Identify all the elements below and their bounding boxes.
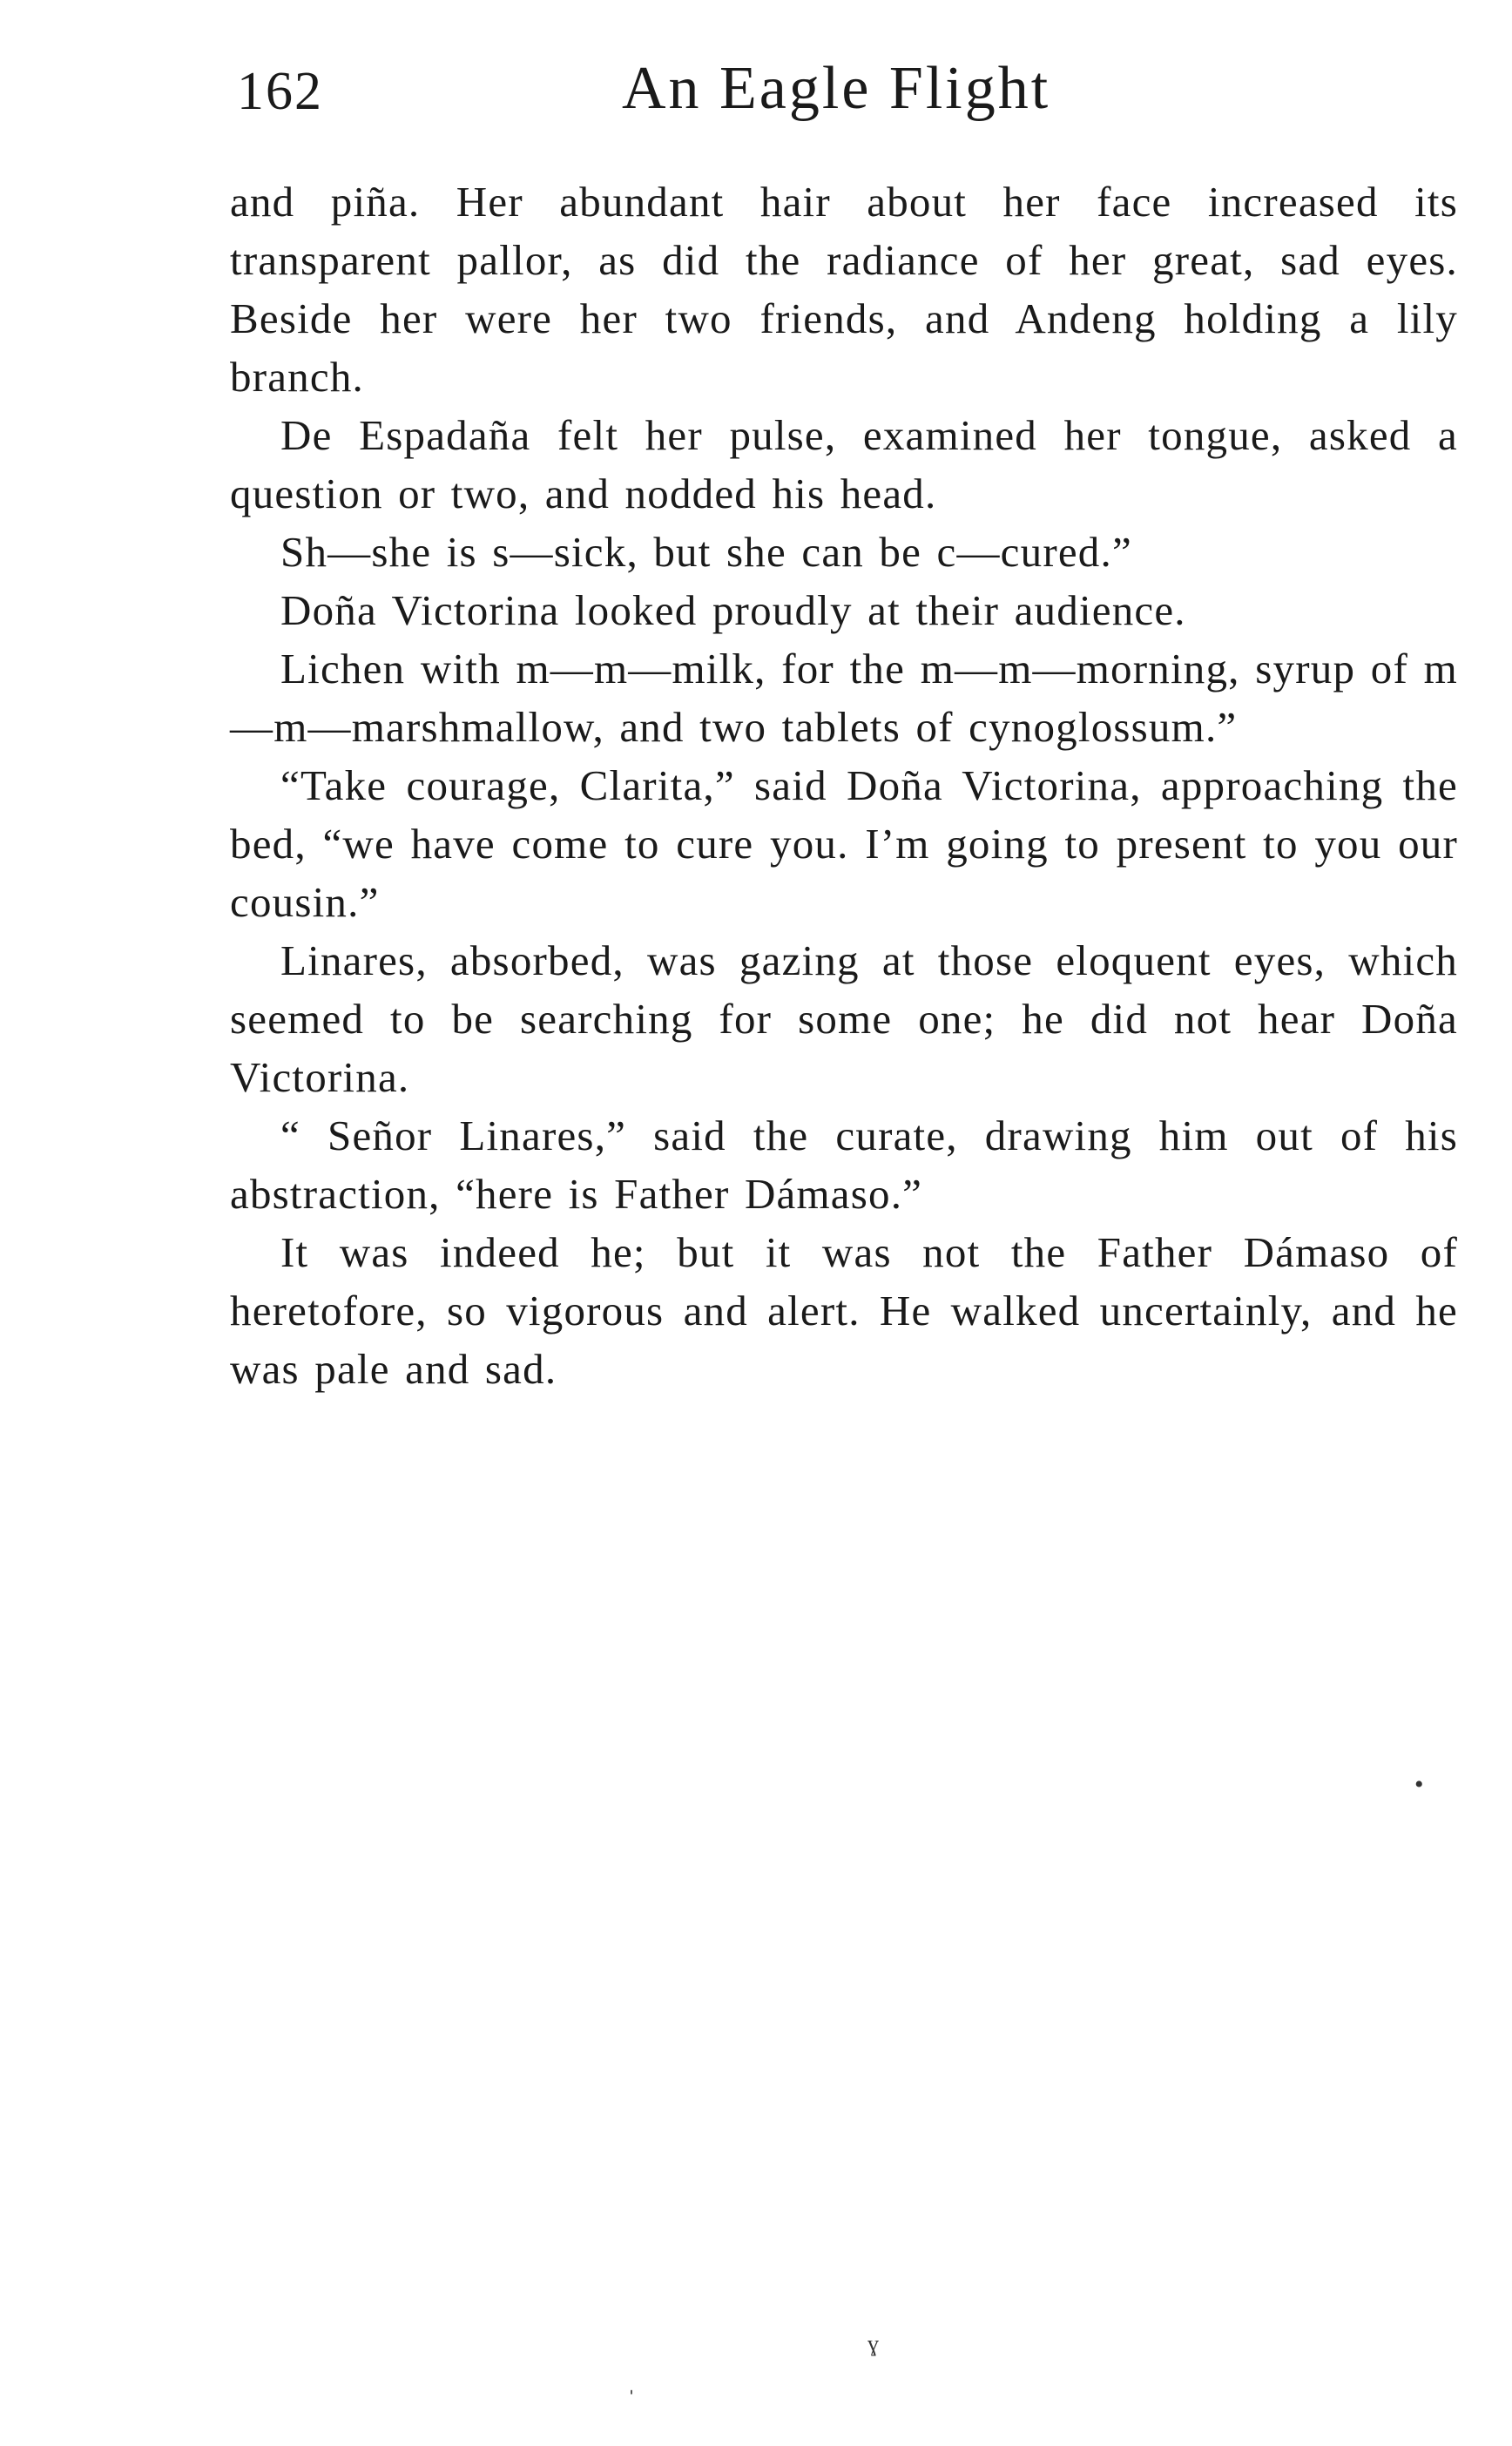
paragraph: Linares, absorbed, was gazing at those eloquent eyes, which seemed to be searching for some one; he did not hear Doña Victorina. bbox=[230, 936, 1458, 1101]
paragraph: Doña Victorina looked proudly at their audience. bbox=[280, 586, 1186, 634]
body-text bbox=[230, 172, 1458, 1398]
paragraph: Sh—she is s—sick, but she can be c—cured.” bbox=[280, 528, 1132, 576]
print-speck: ɣ bbox=[867, 2331, 879, 2356]
paragraph: De Espadaña felt her pulse, examined her tongue, asked a question or two, and nodded his head. bbox=[230, 411, 1458, 517]
paragraph: It was indeed he; but it was not the Father Dámaso of heretofore, so vigorous and alert. He walked uncertainly, and he was pale and sad. bbox=[230, 1228, 1458, 1393]
running-title: An Eagle Flight bbox=[622, 55, 1051, 122]
paragraph: “Take courage, Clarita,” said Doña Victorina, approaching the bed, “we have come to cure you. I’m going to present to you our cousin.” bbox=[230, 761, 1458, 926]
paragraph: “ Señor Linares,” said the curate, drawing him out of his abstraction, “here is Father Dámaso.” bbox=[230, 1112, 1458, 1218]
page-number: 162 bbox=[237, 62, 323, 121]
paragraph: Lichen with m—m—milk, for the m—m—morning, syrup of m—m—marshmallow, and two tablets of cynoglossum.” bbox=[230, 645, 1458, 751]
print-speck: • bbox=[1414, 1770, 1424, 1799]
running-head bbox=[230, 54, 1458, 132]
print-speck: ˌ bbox=[627, 2366, 636, 2395]
paragraph: and piña. Her abundant hair about her face increased its transparent pallor, as did the radiance of her great, sad eyes. Beside her were her two friends, and Andeng holding a lily branch. bbox=[230, 178, 1458, 401]
